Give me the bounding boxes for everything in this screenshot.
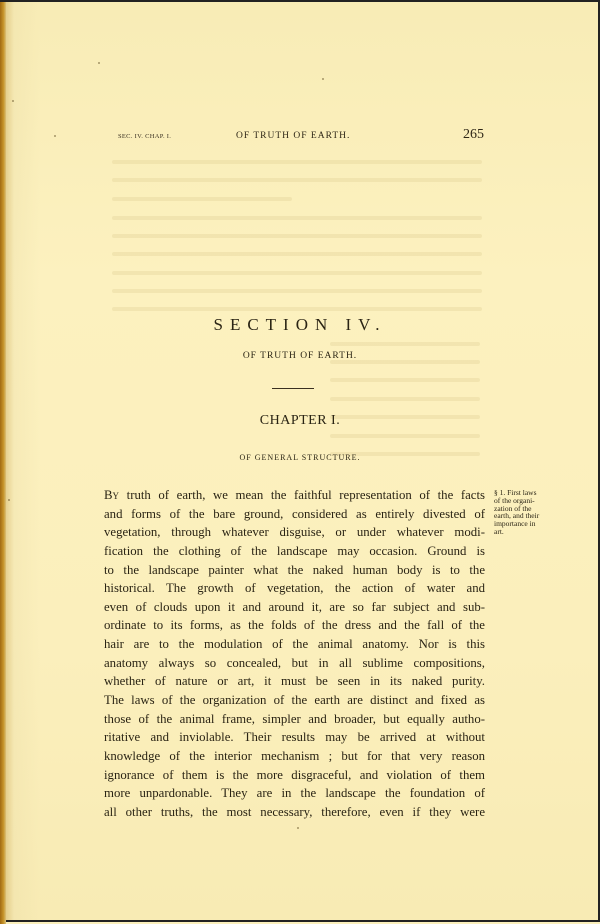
body-line: vegetation, through whatever disguise, or under whatever modi- [104,525,485,540]
running-header [118,128,488,144]
bleed-through-line [112,178,482,182]
paper-speck [98,62,100,64]
body-line: ritative and inviolable. Their results may be arrived at without [104,730,485,745]
body-line: hair are to the modulation of the animal anatomy. Nor is this [104,637,485,652]
bleed-through-line [112,271,482,275]
margin-note-line: importance in [494,519,536,529]
margin-note-line: of the organi- [494,495,535,505]
body-line: to the landscape painter what the naked human body is to the [104,562,485,577]
running-head-title: OF TRUTH OF EARTH. [236,131,351,141]
chapter-subtitle: OF GENERAL STRUCTURE. [239,453,361,462]
bleed-through-line [112,234,482,238]
body-line: those of the animal frame, simpler and broader, but equally autho- [104,711,485,726]
body-line: ignorance of them is the more disgraceful, and violation of them [104,767,485,782]
margin-note-line: earth, and their [494,511,540,521]
chapter-title: CHAPTER I. [259,413,341,428]
body-line: even of clouds upon it and around it, are so far subject and sub- [104,599,485,614]
margin-note-line: zation of the [494,503,532,513]
bleed-through-line [112,252,482,256]
bleed-through-line [330,342,480,346]
body-line: ordinate to its forms, as the folds of the dress and the fall of the [104,618,485,633]
margin-note [494,489,584,536]
lead-word: By [104,488,120,502]
bleed-through-line [112,197,292,201]
section-title: SECTION IV. [213,315,387,334]
body-line: anatomy always so concealed, but in all sublime compositions, [104,655,485,670]
body-line: and forms of the bare ground, considered as entirely divested of [104,506,485,521]
paper-speck [322,78,324,80]
margin-note-line: § 1. First laws [494,488,537,497]
body-paragraph [104,486,485,822]
paper-speck [297,827,299,829]
bleed-through-line [112,289,482,293]
paper-speck [12,100,14,102]
margin-note-line: art. [494,526,504,536]
bleed-through-line [330,397,480,401]
running-head-left: SEC. IV. CHAP. I. [118,133,172,140]
bleed-through-line [112,216,482,220]
body-line: fication the clothing of the landscape may occasion. Ground is [104,543,485,558]
body-line: The laws of the organization of the earth are distinct and fixed as [104,693,485,708]
body-line: all other truths, the most necessary, therefore, even if they were [104,804,485,819]
bleed-through-line [112,160,482,164]
body-line: historical. The growth of vegetation, the action of water and [104,581,485,596]
page-binding-edge [0,2,6,924]
page-number: 265 [463,127,484,142]
bleed-through-line [330,378,480,382]
paper-speck [54,135,56,137]
body-line: whether of nature or art, it must be seen in its naked purity. [104,674,485,689]
body-line: By truth of earth, we mean the faithful representation of the facts [104,488,485,502]
bleed-through-line [112,307,482,311]
body-line: knowledge of the interior mechanism ; but for that very reason [104,748,485,763]
bleed-through-line [330,434,480,438]
paper-speck [8,499,10,501]
body-line: more unpardonable. They are in the landscape the foundation of [104,786,485,801]
section-subtitle: OF TRUTH OF EARTH. [242,351,358,361]
divider-rule [272,388,314,389]
